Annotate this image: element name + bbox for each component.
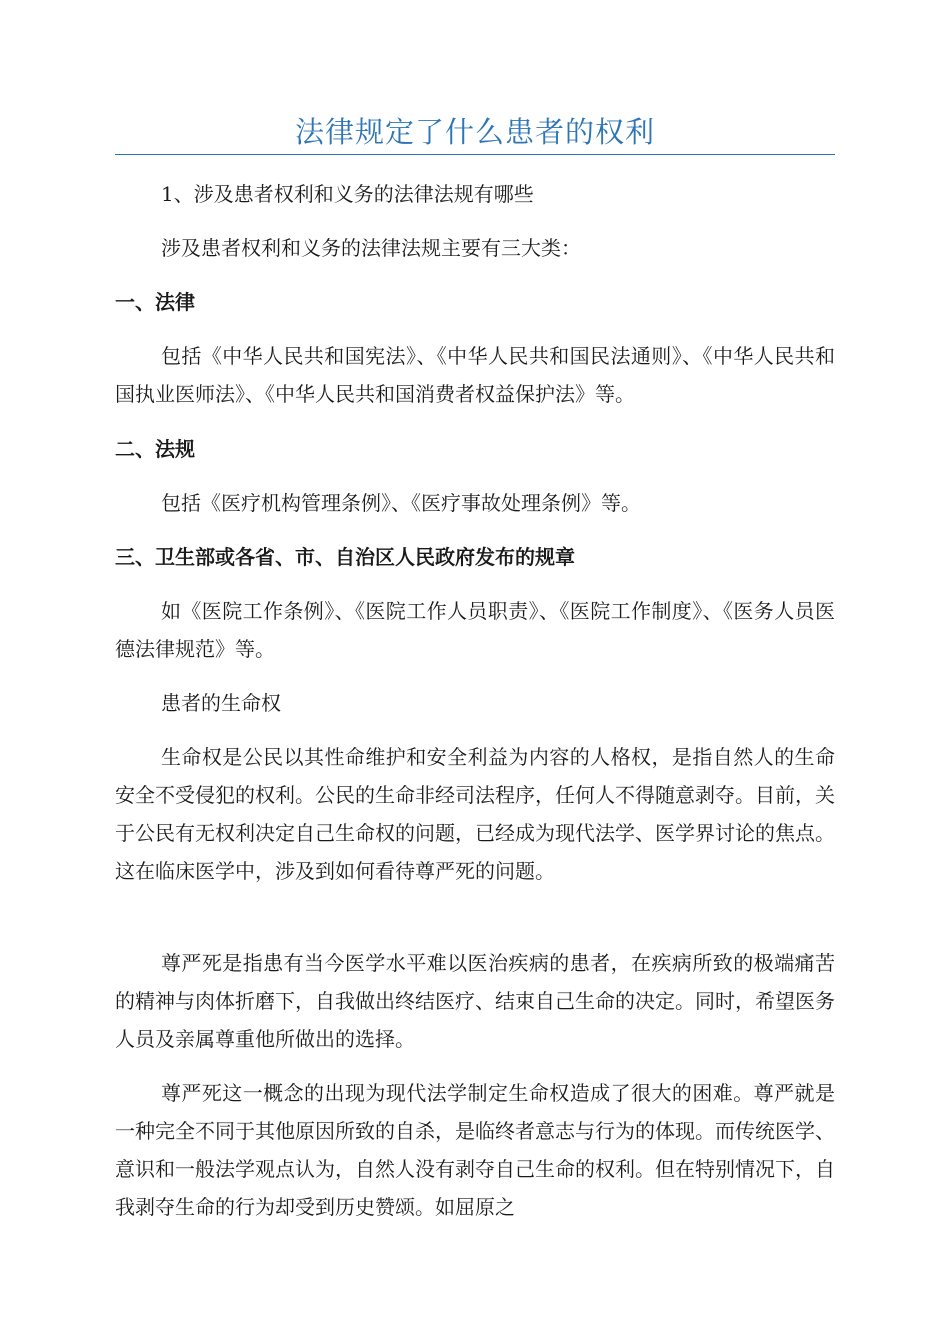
heading-regulation: 二、法规 — [115, 437, 195, 461]
law-paragraph: 包括《中华人民共和国宪法》、《中华人民共和国民法通则》、《中华人民共和国执业医师法》、《中华人民共和国消费者权益保护法》等。 — [115, 344, 835, 406]
title-underline — [115, 154, 835, 155]
life-right-heading: 患者的生命权 — [161, 691, 281, 715]
intro-paragraph: 涉及患者权利和义务的法律法规主要有三大类： — [161, 236, 581, 260]
rules-paragraph: 如《医院工作条例》、《医院工作人员职责》、《医院工作制度》、《医务人员医德法律规范》等。 — [115, 599, 835, 661]
heading-rules: 三、卫生部或各省、市、自治区人民政府发布的规章 — [115, 545, 575, 569]
dignity-paragraph-2: 尊严死这一概念的出现为现代法学制定生命权造成了很大的困难。尊严就是一种完全不同于其他原因所致的自杀，是临终者意志与行为的体现。而传统医学、意识和一般法学观点认为，自然人没有剥夺自己生命的权利。但在特别情况下，自我剥夺生命的行为却受到历史赞颂。如屈原之 — [115, 1081, 835, 1219]
regulation-paragraph: 包括《医疗机构管理条例》、《医疗事故处理条例》等。 — [161, 491, 641, 515]
question-paragraph: 1、涉及患者权利和义务的法律法规有哪些 — [161, 182, 534, 206]
heading-law: 一、法律 — [115, 290, 195, 314]
life-right-paragraph: 生命权是公民以其性命维护和安全利益为内容的人格权，是指自然人的生命安全不受侵犯的权利。公民的生命非经司法程序，任何人不得随意剥夺。目前，关于公民有无权利决定自己生命权的问题，已经成为现代法学、医学界讨论的焦点。这在临床医学中，涉及到如何看待尊严死的问题。 — [115, 745, 835, 883]
document-title: 法律规定了什么患者的权利 — [294, 115, 655, 149]
dignity-paragraph-1: 尊严死是指患有当今医学水平难以医治疾病的患者，在疾病所致的极端痛苦的精神与肉体折磨下，自我做出终结医疗、结束自己生命的决定。同时，希望医务人员及亲属尊重他所做出的选择。 — [115, 951, 835, 1051]
